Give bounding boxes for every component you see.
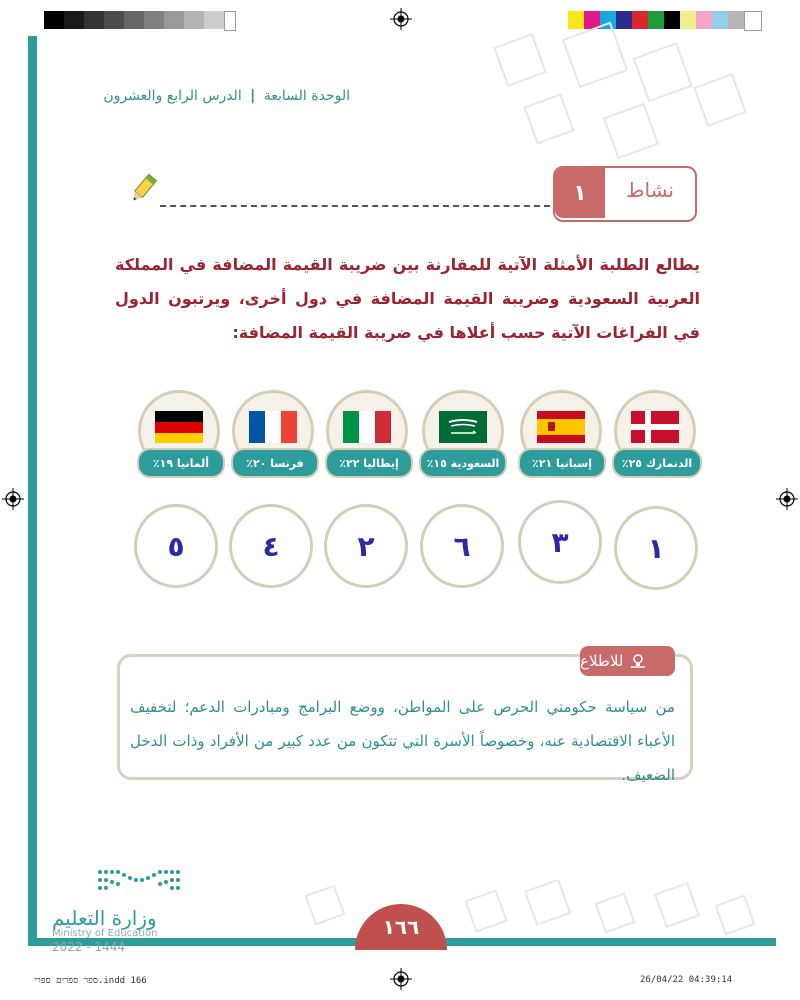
country-label-denmark: الدنمارك ٢٥٪: [612, 448, 702, 478]
answer-circle[interactable]: ٤: [229, 504, 313, 588]
decorative-squares: [470, 20, 770, 180]
ministry-year: 2022 - 1444: [52, 940, 126, 954]
country-label-germany: ألمانيا ١٩٪: [137, 448, 225, 478]
france-flag-icon: [249, 411, 297, 443]
page-number: ١٦٦: [355, 904, 447, 950]
page-header: الوحدة السابعة | الدرس الرابع والعشرون: [103, 88, 350, 104]
pencil-icon: [126, 172, 160, 206]
activity-label: نشاط: [626, 178, 674, 202]
header-lesson: الدرس الرابع والعشرون: [103, 88, 242, 104]
info-title: للاطلاع: [580, 652, 624, 670]
lightbulb-icon: [629, 652, 647, 670]
denmark-flag-icon: [631, 411, 679, 443]
activity-number: ١: [555, 168, 605, 218]
dashed-divider: [160, 205, 550, 207]
answer-circle[interactable]: ٦: [420, 504, 504, 588]
country-label-italy: إيطاليا ٢٢٪: [325, 448, 413, 478]
footer-timestamp: 26/04/22 04:39:14: [640, 975, 733, 985]
page-border-left: [28, 36, 37, 946]
italy-flag-icon: [343, 411, 391, 443]
info-tab: [580, 646, 675, 676]
answer-circle[interactable]: ٣: [518, 500, 602, 584]
header-unit: الوحدة السابعة: [263, 88, 350, 104]
answer-circle[interactable]: ٢: [324, 504, 408, 588]
country-label-france: فرنسا ٢٠٪: [231, 448, 319, 478]
germany-flag-icon: [155, 411, 203, 443]
saudi-flag-icon: [439, 411, 487, 443]
spain-flag-icon: [537, 411, 585, 443]
crosshair-icon: [776, 488, 798, 510]
country-label-saudi: السعودية ١٥٪: [419, 448, 507, 478]
crosshair-icon: [390, 968, 412, 990]
answer-circle[interactable]: ١: [614, 506, 698, 590]
intro-paragraph: يطالع الطلبة الأمثلة الآتية للمقارنة بين ضريبة القيمة المضافة في المملكة العربية السعودية وضريبة القيمة المضافة في دول أخرى، ويرتبون الدول في الفراغات الآتية حسب أعلاها في ضريبة القيمة المضافة:: [115, 255, 700, 342]
info-text: من سياسة حكومتي الحرص على المواطن، ووضع البرامج ومبادرات الدعم؛ لتخفيف الأعباء الاقتصادية عنه، وخصوصاً الأسرة التي تتكون من عدد كبير من الأفراد وذات الدخل الضعيف.: [130, 698, 675, 784]
footer-file-info: ספר ספרים ספרי.indd 166: [34, 976, 147, 986]
ministry-logo-icon: [96, 866, 186, 896]
crosshair-icon: [2, 488, 24, 510]
crosshair-icon: [390, 8, 412, 30]
answer-circle[interactable]: ٥: [134, 504, 218, 588]
ministry-name-english: Ministry of Education: [52, 928, 158, 939]
country-label-spain: إسبانيا ٢١٪: [518, 448, 606, 478]
ministry-name-arabic: وزارة التعليم: [52, 906, 157, 930]
